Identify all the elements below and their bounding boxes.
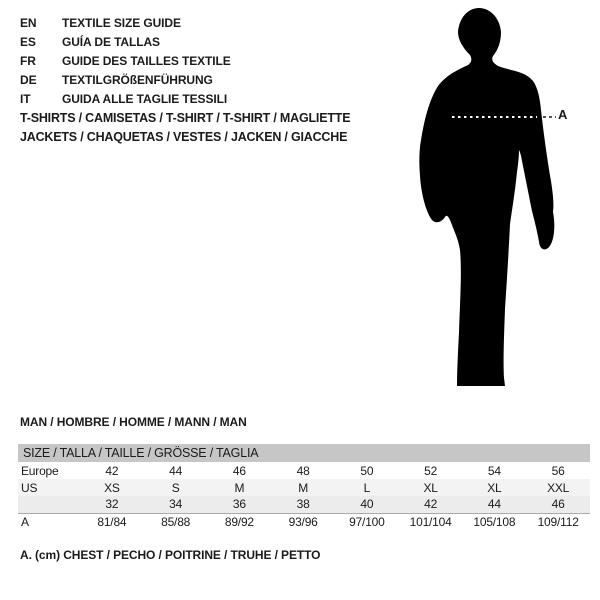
table-row: [18, 462, 590, 479]
language-code: DE: [20, 73, 37, 87]
language-label: GUIDA ALLE TAGLIE TESSILI: [62, 92, 228, 106]
size-cell: M: [298, 480, 309, 495]
language-label: GUÍA DE TALLAS: [62, 35, 160, 49]
size-cell: 46: [551, 497, 565, 512]
row-label: A: [18, 513, 80, 530]
size-cell: XXL: [547, 480, 570, 495]
size-cell: 81/84: [80, 513, 144, 530]
size-cell: 40: [360, 497, 374, 512]
size-cell: 54: [487, 463, 501, 478]
size-table-header-row: [18, 444, 590, 462]
size-cell: 38: [296, 497, 310, 512]
language-label: TEXTILGRÖßENFÜHRUNG: [62, 73, 213, 87]
language-code: EN: [20, 16, 37, 30]
language-row: [20, 71, 231, 90]
size-cell: XL: [487, 480, 502, 495]
size-cell: S: [171, 480, 180, 495]
size-cell: 89/92: [208, 513, 272, 530]
language-row: [20, 52, 231, 71]
size-cell: XL: [423, 480, 438, 495]
row-label: Europe: [21, 463, 59, 478]
measurement-a-label: A: [558, 107, 568, 122]
size-cell: 109/112: [526, 513, 590, 530]
size-table-header: SIZE / TALLA / TAILLE / GRÖSSE / TAGLIA: [18, 444, 590, 462]
language-row: [20, 14, 231, 33]
language-row: [20, 90, 231, 109]
size-cell: 97/100: [335, 513, 399, 530]
size-cell: 42: [424, 497, 438, 512]
language-code: FR: [20, 54, 36, 68]
size-cell: M: [234, 480, 245, 495]
size-cell: 42: [105, 463, 119, 478]
size-cell: 56: [551, 463, 565, 478]
size-cell: 32: [105, 497, 119, 512]
man-silhouette-path: [419, 8, 554, 386]
size-cell: 85/88: [144, 513, 208, 530]
row-label: [18, 496, 80, 513]
category-line: JACKETS / CHAQUETAS / VESTES / JACKEN / GIACCHE: [20, 129, 348, 144]
table-row: [18, 479, 590, 496]
table-row: [18, 513, 590, 530]
size-cell: 48: [296, 463, 310, 478]
size-cell: 44: [169, 463, 183, 478]
category-lines: [20, 109, 350, 146]
size-table: [18, 444, 590, 530]
size-cell: 46: [232, 463, 246, 478]
size-cell: 50: [360, 463, 374, 478]
size-cell: 44: [487, 497, 501, 512]
row-label: US: [21, 480, 38, 495]
language-row: [20, 33, 231, 52]
size-cell: 105/108: [463, 513, 527, 530]
man-silhouette: [402, 4, 568, 390]
language-list: [20, 14, 231, 109]
size-cell: 52: [424, 463, 438, 478]
language-label: TEXTILE SIZE GUIDE: [62, 16, 181, 30]
category-line: T-SHIRTS / CAMISETAS / T-SHIRT / T-SHIRT / MAGLIETTE: [20, 111, 351, 125]
table-row: [18, 496, 590, 513]
size-table-body: [18, 462, 590, 530]
language-code: IT: [20, 92, 31, 106]
size-cell: 34: [169, 497, 183, 512]
size-cell: 101/104: [399, 513, 463, 530]
footnote: A. (cm) CHEST / PECHO / POITRINE / TRUHE / PETTO: [20, 548, 321, 562]
language-code: ES: [20, 35, 36, 49]
size-cell: 93/96: [271, 513, 335, 530]
size-cell: XS: [104, 480, 120, 495]
size-cell: L: [363, 480, 371, 495]
language-label: GUIDE DES TAILLES TEXTILE: [62, 54, 231, 68]
section-title: MAN / HOMBRE / HOMME / MANN / MAN: [20, 415, 247, 429]
size-cell: 36: [232, 497, 246, 512]
